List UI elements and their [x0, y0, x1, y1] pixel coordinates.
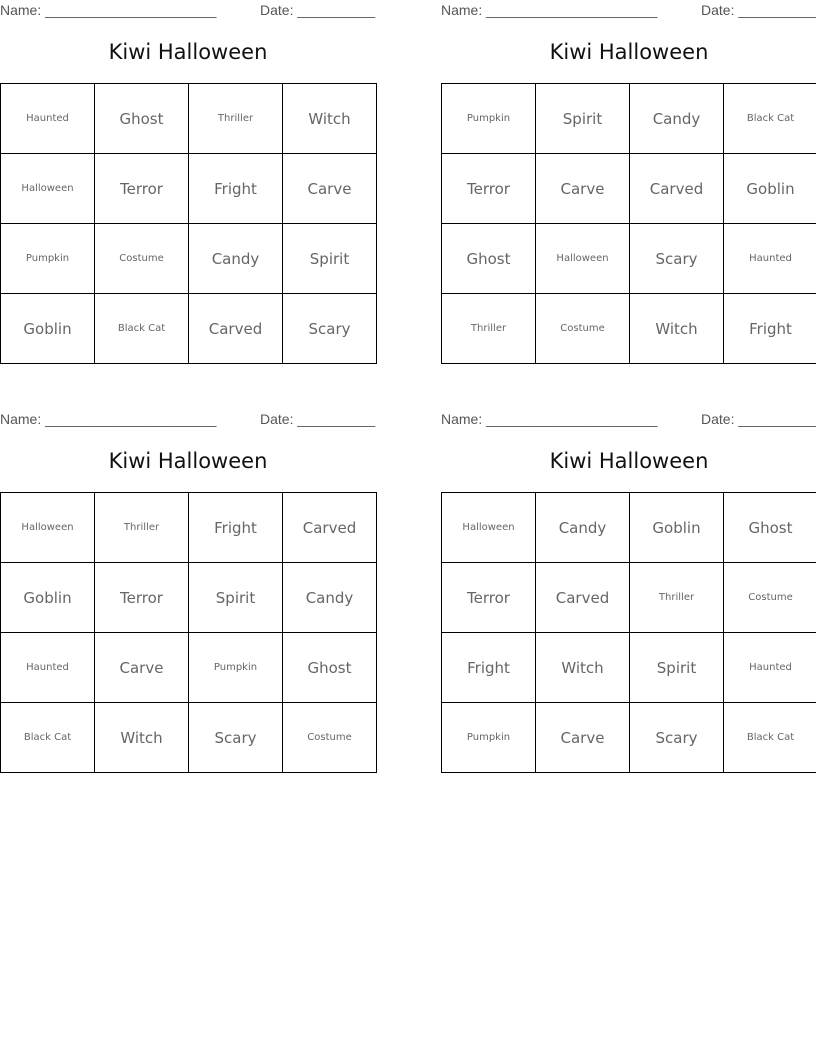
grid-cell: Fright — [189, 493, 283, 563]
grid-row — [442, 294, 816, 364]
grid-cell: Black Cat — [724, 703, 816, 773]
grid-cell: Ghost — [724, 493, 816, 563]
grid-cell: Goblin — [724, 154, 816, 224]
grid-cell: Halloween — [1, 154, 95, 224]
grid-row — [1, 633, 377, 703]
grid-cell: Carve — [536, 703, 630, 773]
grid-cell: Goblin — [1, 294, 95, 364]
bingo-grid — [441, 492, 816, 773]
grid-cell: Thriller — [189, 84, 283, 154]
grid-cell: Halloween — [536, 224, 630, 294]
grid-row — [1, 493, 377, 563]
grid-row — [442, 703, 816, 773]
grid-cell: Haunted — [1, 633, 95, 703]
bingo-grid — [0, 83, 377, 364]
grid-cell: Witch — [630, 294, 724, 364]
grid-cell: Candy — [536, 493, 630, 563]
card-title: Kiwi Halloween — [108, 449, 268, 473]
grid-cell: Pumpkin — [442, 703, 536, 773]
grid-cell: Terror — [442, 563, 536, 633]
grid-cell: Candy — [283, 563, 377, 633]
grid-row — [442, 493, 816, 563]
grid-cell: Candy — [189, 224, 283, 294]
grid-cell: Black Cat — [95, 294, 189, 364]
grid-cell: Thriller — [442, 294, 536, 364]
grid-cell: Costume — [95, 224, 189, 294]
grid-cell: Terror — [95, 563, 189, 633]
grid-cell: Thriller — [95, 493, 189, 563]
grid-cell: Thriller — [630, 563, 724, 633]
grid-cell: Witch — [536, 633, 630, 703]
bingo-grid — [441, 83, 816, 364]
grid-cell: Fright — [724, 294, 816, 364]
name-field-label: Name: ______________________ — [441, 2, 658, 18]
card-title: Kiwi Halloween — [549, 40, 709, 64]
name-date-row — [0, 2, 376, 20]
grid-cell: Fright — [189, 154, 283, 224]
grid-cell: Costume — [283, 703, 377, 773]
grid-cell: Haunted — [724, 224, 816, 294]
grid-cell: Spirit — [536, 84, 630, 154]
grid-cell: Haunted — [1, 84, 95, 154]
grid-cell: Terror — [95, 154, 189, 224]
name-field-label: Name: ______________________ — [441, 411, 658, 427]
grid-row — [1, 84, 377, 154]
date-field-label: Date: __________ — [701, 411, 816, 427]
grid-row — [442, 633, 816, 703]
date-field-label: Date: __________ — [260, 411, 376, 427]
grid-cell: Black Cat — [724, 84, 816, 154]
grid-cell: Halloween — [1, 493, 95, 563]
grid-cell: Pumpkin — [442, 84, 536, 154]
grid-row — [442, 224, 816, 294]
grid-row — [1, 224, 377, 294]
name-field-label: Name: ______________________ — [0, 2, 217, 18]
grid-cell: Black Cat — [1, 703, 95, 773]
bingo-card — [0, 409, 376, 773]
date-field-label: Date: __________ — [701, 2, 816, 18]
grid-cell: Costume — [536, 294, 630, 364]
grid-cell: Goblin — [630, 493, 724, 563]
grid-cell: Pumpkin — [1, 224, 95, 294]
bingo-card — [441, 0, 816, 364]
grid-cell: Ghost — [95, 84, 189, 154]
grid-row — [442, 154, 816, 224]
grid-row — [442, 84, 816, 154]
grid-cell: Carve — [95, 633, 189, 703]
bingo-card — [0, 0, 376, 364]
bingo-card — [441, 409, 816, 773]
grid-cell: Spirit — [630, 633, 724, 703]
grid-cell: Carved — [630, 154, 724, 224]
grid-cell: Ghost — [283, 633, 377, 703]
grid-row — [1, 703, 377, 773]
grid-row — [1, 154, 377, 224]
card-title: Kiwi Halloween — [549, 449, 709, 473]
grid-cell: Scary — [630, 224, 724, 294]
grid-cell: Witch — [95, 703, 189, 773]
grid-cell: Fright — [442, 633, 536, 703]
grid-row — [442, 563, 816, 633]
grid-cell: Goblin — [1, 563, 95, 633]
grid-cell: Carved — [189, 294, 283, 364]
grid-cell: Scary — [630, 703, 724, 773]
grid-cell: Carve — [536, 154, 630, 224]
name-date-row — [441, 2, 816, 20]
grid-cell: Scary — [283, 294, 377, 364]
grid-cell: Pumpkin — [189, 633, 283, 703]
grid-cell: Halloween — [442, 493, 536, 563]
grid-cell: Spirit — [283, 224, 377, 294]
grid-cell: Ghost — [442, 224, 536, 294]
grid-cell: Spirit — [189, 563, 283, 633]
grid-cell: Carved — [283, 493, 377, 563]
name-date-row — [441, 411, 816, 429]
card-title: Kiwi Halloween — [108, 40, 268, 64]
grid-cell: Scary — [189, 703, 283, 773]
bingo-grid — [0, 492, 377, 773]
grid-cell: Candy — [630, 84, 724, 154]
grid-cell: Carved — [536, 563, 630, 633]
date-field-label: Date: __________ — [260, 2, 376, 18]
grid-cell: Witch — [283, 84, 377, 154]
grid-row — [1, 294, 377, 364]
grid-cell: Costume — [724, 563, 816, 633]
grid-row — [1, 563, 377, 633]
grid-cell: Terror — [442, 154, 536, 224]
grid-cell: Haunted — [724, 633, 816, 703]
grid-cell: Carve — [283, 154, 377, 224]
name-field-label: Name: ______________________ — [0, 411, 217, 427]
name-date-row — [0, 411, 376, 429]
